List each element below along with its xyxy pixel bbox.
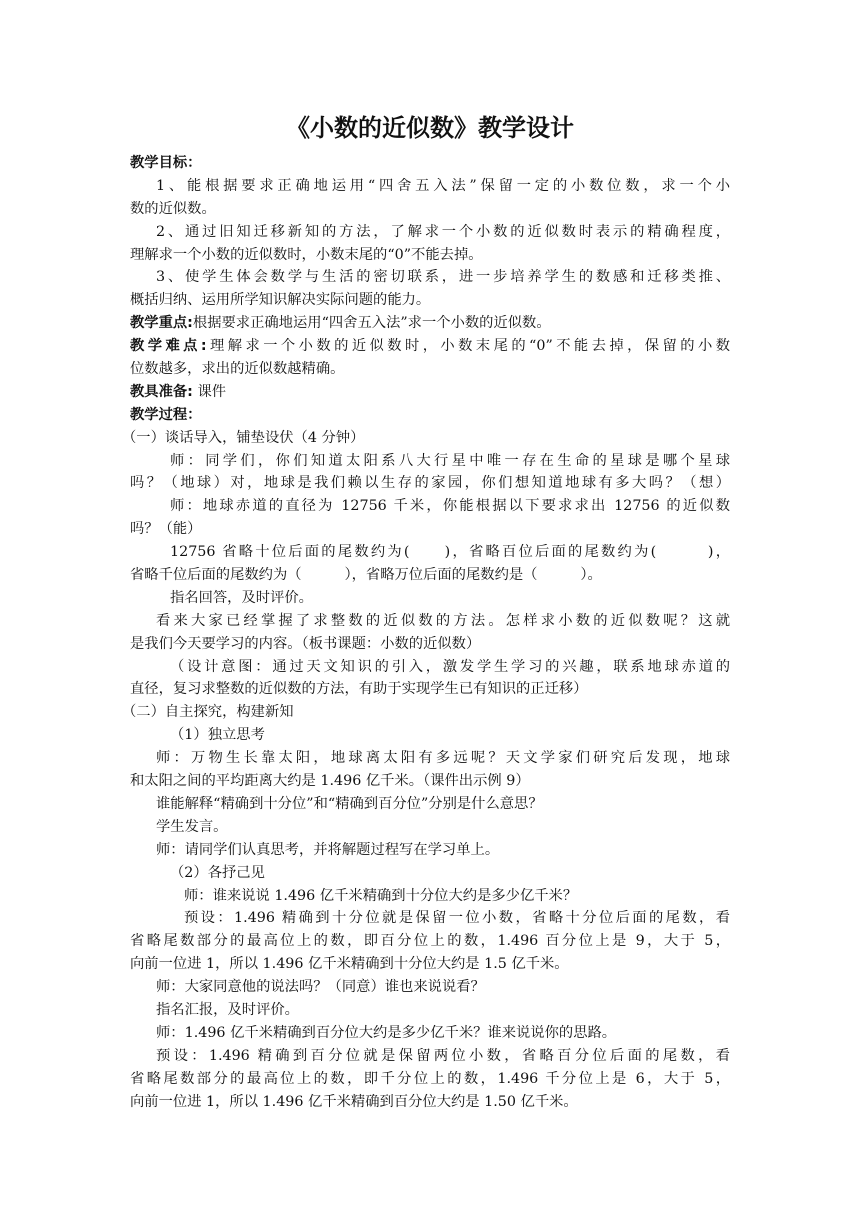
goal-2-line-2: 理解求一个小数的近似数时，小数末尾的“0”不能去掉。 — [130, 246, 483, 263]
paragraph-line: 指名回答，及时评价。 — [170, 589, 313, 606]
design-intent-line-1: （设计意图：通过天文知识的引入，激发学生学习的兴趣，联系地球赤道的 — [170, 658, 730, 675]
paragraph-line: 预设：1.496 精确到十分位就是保留一位小数，省略十分位后面的尾数，看 — [184, 910, 730, 927]
goal-3-line-1: 3、使学生体会数学与生活的密切联系，进一步培养学生的数感和迁移类推、 — [156, 269, 730, 286]
paragraph-line: 吗？（能） — [130, 521, 202, 538]
subsection-2-heading: （2）各抒己见 — [170, 864, 265, 881]
goal-2-line-1: 2、通过旧知迁移新知的方法，了解求一个小数的近似数时表示的精确程度， — [156, 223, 730, 240]
paragraph-line: 12756 省略十位后面的尾数约为( )，省略百位后面的尾数约为( )， — [170, 544, 730, 561]
paragraph-line: 和太阳之间的平均距离大约是 1.496 亿千米。（课件出示例 9） — [130, 773, 530, 790]
teaching-aids: 教具准备: 课件 — [130, 383, 227, 400]
paragraph-line: 省略尾数部分的最高位上的数，即千分位上的数，1.496 千分位上是 6，大于 5， — [130, 1070, 730, 1087]
paragraph-line: 省略千位后面的尾数约为（ ），省略万位后面的尾数约是（ ）。 — [130, 567, 602, 584]
paragraph-line: 师：地球赤道的直径为 12756 千米，你能根据以下要求求出 12756 的近似数 — [170, 498, 730, 515]
paragraph-line: 省略尾数部分的最高位上的数，即百分位上的数，1.496 百分位上是 9，大于 5， — [130, 933, 730, 950]
subsection-1-heading: （1）独立思考 — [170, 727, 265, 744]
paragraph-line: 师：1.496 亿千米精确到百分位大约是多少亿千米？谁来说说你的思路。 — [156, 1024, 617, 1041]
paragraph-line: 师：万物生长靠太阳，地球离太阳有多远呢？天文学家们研究后发现，地球 — [156, 750, 730, 767]
goal-1-line-1: 1、能根据要求正确地运用“四舍五入法”保留一定的小数位数，求一个小 — [156, 177, 730, 194]
paragraph-line: 向前一位进 1，所以 1.496 亿千米精确到十分位大约是 1.5 亿千米。 — [130, 956, 569, 973]
paragraph-line: 是我们今天要学习的内容。（板书课题：小数的近似数） — [130, 635, 481, 652]
paragraph-line: 吗？（地球）对，地球是我们赖以生存的家园，你们想知道地球有多大吗？（想） — [130, 475, 730, 492]
paragraph-line: 谁能解释“精确到十分位”和“精确到百分位”分别是什么意思？ — [156, 795, 543, 812]
paragraph-line: 看来大家已经掌握了求整数的近似数的方法。怎样求小数的近似数呢？这就 — [156, 612, 730, 629]
difficult-point-line-1: 教学难点:理解求一个小数的近似数时，小数末尾的“0”不能去掉，保留的小数 — [130, 338, 730, 355]
paragraph-line: 预设：1.496 精确到百分位就是保留两位小数，省略百分位后面的尾数，看 — [156, 1047, 730, 1064]
paragraph-line: 师：请同学们认真思考，并将解题过程写在学习单上。 — [156, 841, 500, 858]
goal-3-line-2: 概括归纳、运用所学知识解决实际问题的能力。 — [130, 292, 431, 309]
difficult-point-line-2: 位数越多，求出的近似数越精确。 — [130, 361, 345, 378]
paragraph-line: 学生发言。 — [156, 818, 228, 835]
paragraph-line: 师：谁来说说 1.496 亿千米精确到十分位大约是多少亿千米？ — [184, 887, 578, 904]
section-2-heading: （二）自主探究，构建新知 — [122, 704, 294, 721]
heading-teaching-goals: 教学目标： — [130, 155, 202, 171]
document-body — [122, 152, 730, 1113]
design-intent-line-2: 直径，复习求整数的近似数的方法，有助于实现学生已有知识的正迁移） — [130, 681, 588, 698]
paragraph-line: 指名汇报，及时评价。 — [156, 1001, 299, 1018]
section-1-heading: （一）谈话导入，铺垫设伏（4 分钟） — [122, 429, 365, 446]
paragraph-line: 师：同学们，你们知道太阳系八大行星中唯一存在生命的星球是哪个星球 — [170, 452, 730, 469]
goal-1-line-2: 数的近似数。 — [130, 200, 216, 217]
heading-teaching-process: 教学过程： — [130, 406, 202, 423]
paragraph-line: 师：大家同意他的说法吗？（同意）谁也来说说看？ — [156, 979, 485, 996]
paragraph-line: 向前一位进 1，所以 1.496 亿千米精确到百分位大约是 1.50 亿千米。 — [130, 1093, 578, 1110]
document-title: 《小数的近似数》教学设计 — [286, 114, 574, 142]
key-point: 教学重点:根据要求正确地运用“四舍五入法”求一个小数的近似数。 — [130, 315, 551, 332]
